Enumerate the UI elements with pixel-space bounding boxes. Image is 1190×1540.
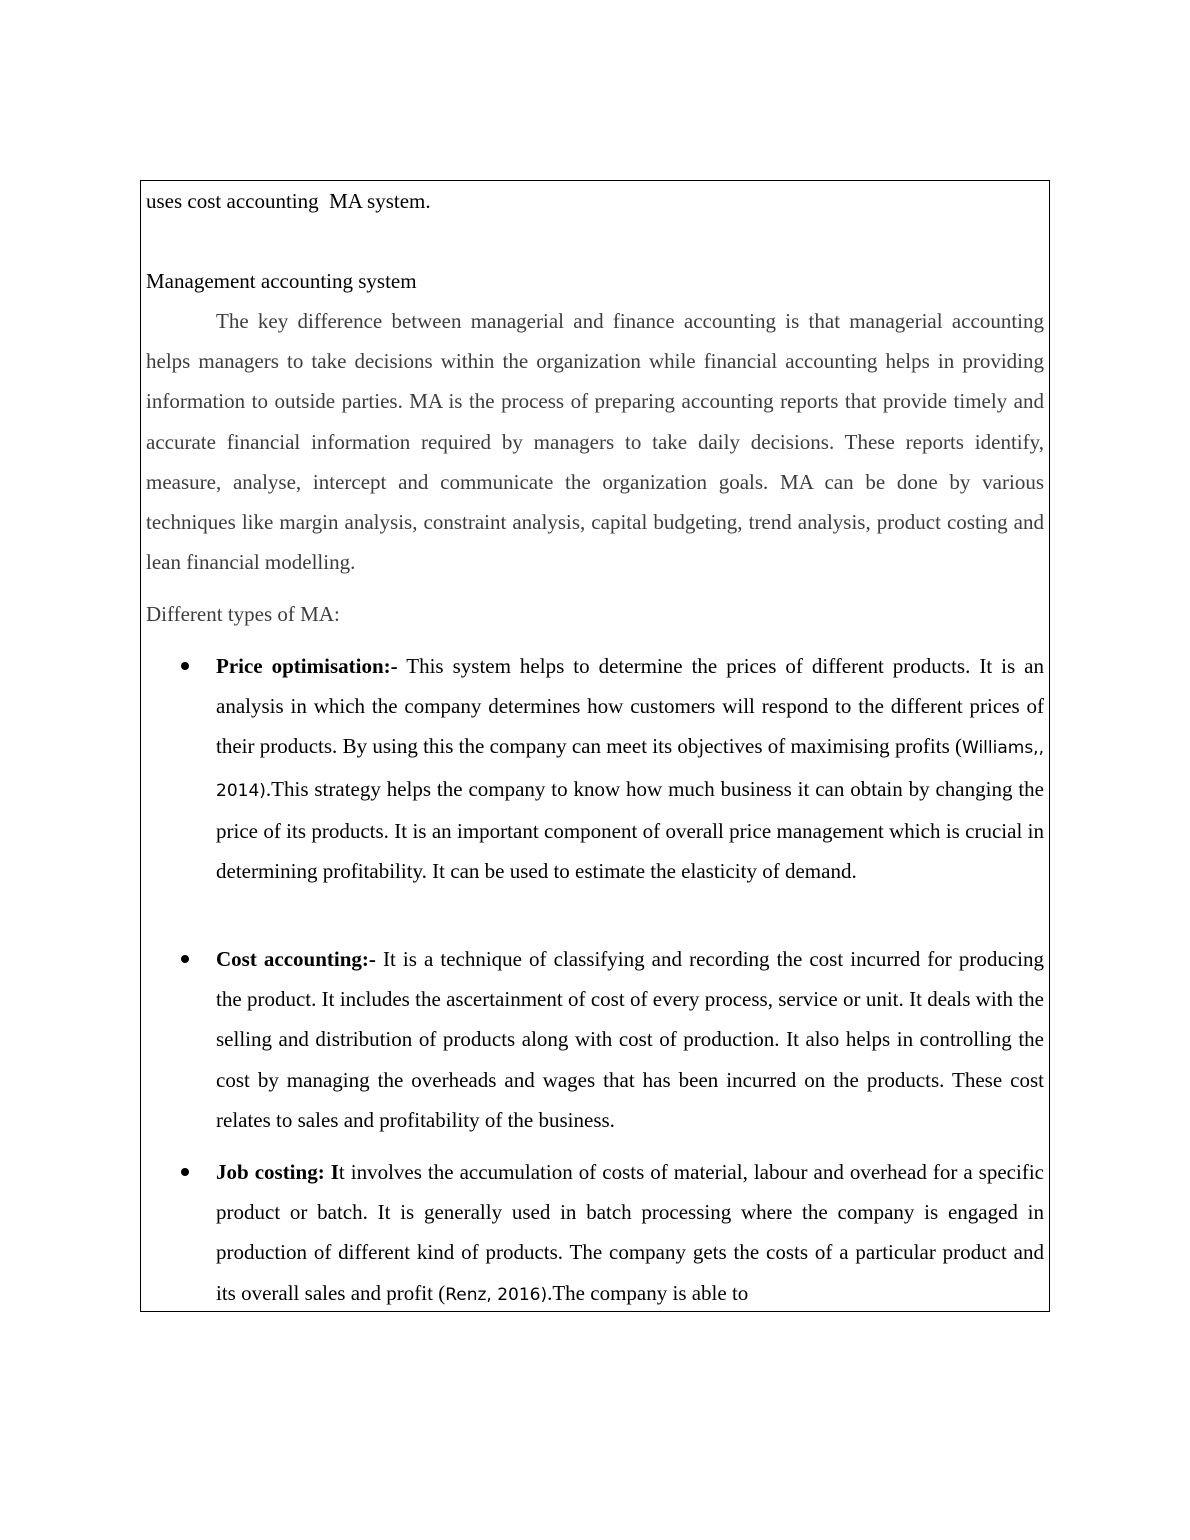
- bullet-dot-icon: [181, 1168, 189, 1176]
- bullet-text: It is a technique of classifying and recording the cost incurred for producing the product. It includes the ascertainment of cost of every process, service or unit. It deals with the selling and distribution of products along with cost of production. It also helps in controlling the cost by managing the overheads and wages that has been incurred on the products. These cost relates to sales and profitability of the business.: [216, 947, 1044, 1132]
- types-heading: Different types of MA:: [146, 602, 340, 626]
- bullet-item-cost-accounting: [216, 939, 1044, 1140]
- bullet-item-price-optimisation: [216, 646, 1044, 891]
- bullet-title: Price optimisation:-: [216, 654, 398, 678]
- bullet-dot-icon: [181, 955, 189, 963]
- bullet-text: .The company is able to: [547, 1280, 749, 1305]
- document-page-frame: [140, 180, 1050, 1312]
- bullet-title: Cost accounting:-: [216, 947, 376, 971]
- bullet-dot-icon: [181, 662, 189, 670]
- bullet-title: Job costing: I: [216, 1160, 339, 1184]
- bullet-text: This system helps to determine the prices of different products. It is an analysis in which the company determines how customers will respond to the different prices of their products. By using this the company can meet its objectives of maximising profits (: [216, 654, 1045, 759]
- citation: Renz, 2016): [445, 1284, 548, 1305]
- citation: Williams,, 2014): [216, 738, 1044, 801]
- section-heading: Management accounting system: [146, 269, 417, 293]
- bullet-text: .This strategy helps the company to know how much business it can obtain by changing the price of its products. It is an important component of overall price management which is crucial in determining profitability. It can be used to estimate the elasticity of demand.: [216, 776, 1044, 884]
- body-paragraph: The key difference between managerial and finance accounting is that managerial accounting helps managers to take decisions within the organization while financial accounting helps in providing information to outside parties. MA is the process of preparing accounting reports that provide timely and accurate financial information required by managers to take daily decisions. These reports identify, measure, analyse, intercept and communicate the organization goals. MA can be done by various techniques like margin analysis, constraint analysis, capital budgeting, trend analysis, product costing and lean financial modelling.: [146, 309, 1044, 575]
- bullet-text: t involves the accumulation of costs of material, labour and overhead for a specific product or batch. It is generally used in batch processing where the company is engaged in production of different kind of products. The company gets the costs of a particular product and its overall sales and profit (: [216, 1160, 1044, 1305]
- intro-line: uses cost accounting MA system.: [146, 189, 431, 213]
- bullet-item-job-costing: [216, 1152, 1044, 1312]
